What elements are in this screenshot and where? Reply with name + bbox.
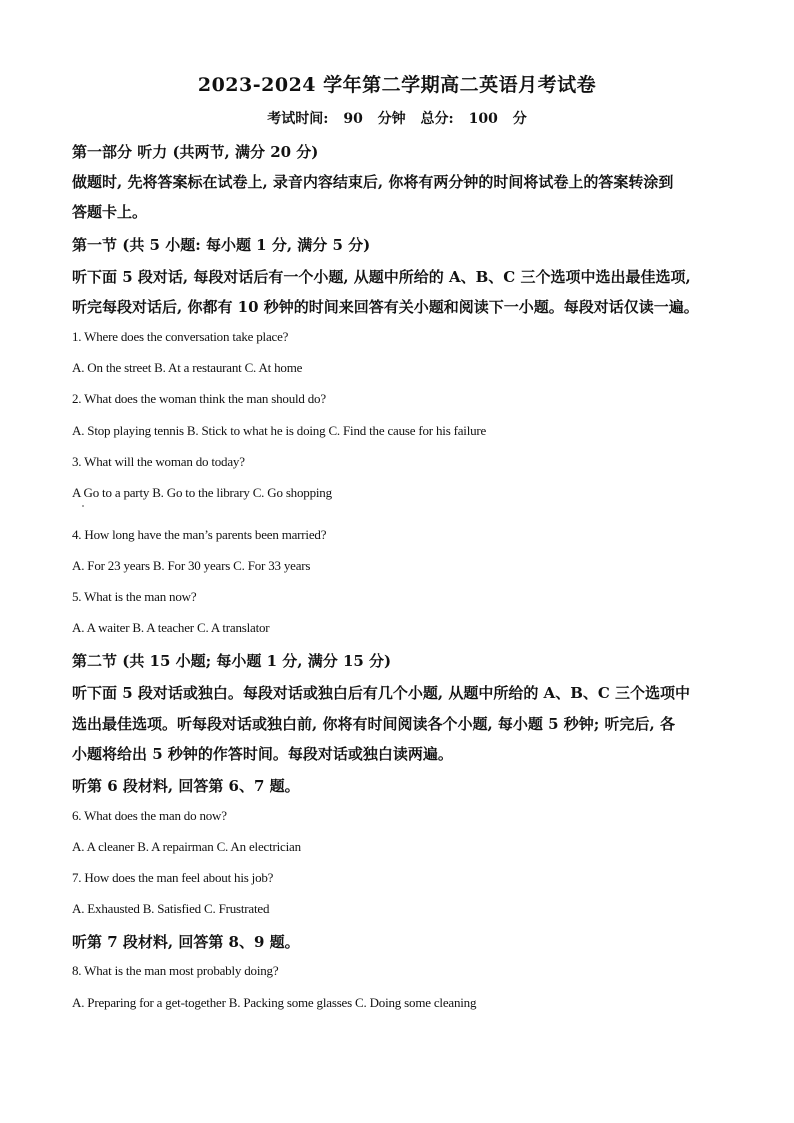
answer-options: A. For 23 years B. For 30 years C. For 33 years — [72, 558, 311, 573]
section-heading-2: 第二节 (共 15 小题; 每小题 1 分, 满分 15 分) — [72, 652, 392, 670]
question-text: 4. How long have the man’s parents been married? — [72, 527, 327, 542]
instruction-text: 听下面 5 段对话或独白。每段对话或独白后有几个小题, 从题中所给的 A、B、C 三个选项中 — [72, 684, 691, 702]
answer-options: A. Stop playing tennis B. Stick to what he is doing C. Find the cause for his failure — [72, 423, 487, 438]
answer-options: A. Preparing for a get-together B. Packing some glasses C. Doing some cleaning — [72, 995, 477, 1010]
section-heading-1: 第一节 (共 5 小题: 每小题 1 分, 满分 5 分) — [72, 236, 371, 254]
instruction-text: 小题将给出 5 秒钟的作答时间。每段对话或独白读两遍。 — [72, 745, 453, 763]
answer-options: A Go to a party B. Go to the library C. Go shopping — [72, 485, 332, 500]
answer-options: A. A waiter B. A teacher C. A translator — [72, 620, 270, 635]
question-text: 3. What will the woman do today? — [72, 454, 245, 469]
answer-options: A. On the street B. At a restaurant C. At home — [72, 360, 303, 375]
question-text: 5. What is the man now? — [72, 589, 197, 604]
instruction-text: 做题时, 先将答案标在试卷上, 录音内容结束后, 你将有两分钟的时间将试卷上的答案转涂到 — [72, 173, 674, 191]
question-text: 7. How does the man feel about his job? — [72, 870, 274, 885]
question-text: 6. What does the man do now? — [72, 808, 227, 823]
instruction-text: 选出最佳选项。听每段对话或独白前, 你将有时间阅读各个小题, 每小题 5 秒钟; 听完后, 各 — [72, 715, 675, 733]
instruction-text: 听完每段对话后, 你都有 10 秒钟的时间来回答有关小题和阅读下一小题。每段对话仅读一遍。 — [72, 298, 699, 316]
material-heading: 听第 7 段材料, 回答第 8、9 题。 — [72, 933, 300, 951]
answer-options: A. A cleaner B. A repairman C. An electrician — [72, 839, 301, 854]
instruction-text: 答题卡上。 — [72, 203, 148, 221]
exam-info: 考试时间: 90 分钟 总分: 100 分 — [267, 111, 527, 127]
question-text: 8. What is the man most probably doing? — [72, 963, 279, 978]
stray-dot — [82, 505, 84, 507]
answer-options: A. Exhausted B. Satisfied C. Frustrated — [72, 901, 270, 916]
section-heading-part1: 第一部分 听力 (共两节, 满分 20 分) — [72, 143, 319, 161]
question-text: 2. What does the woman think the man should do? — [72, 391, 326, 406]
material-heading: 听第 6 段材料, 回答第 6、7 题。 — [72, 777, 300, 795]
question-text: 1. Where does the conversation take place? — [72, 329, 289, 344]
page-title: 2023-2024 学年第二学期高二英语月考试卷 — [197, 74, 597, 96]
instruction-text: 听下面 5 段对话, 每段对话后有一个小题, 从题中所给的 A、B、C 三个选项中选出最佳选项, — [72, 268, 691, 286]
